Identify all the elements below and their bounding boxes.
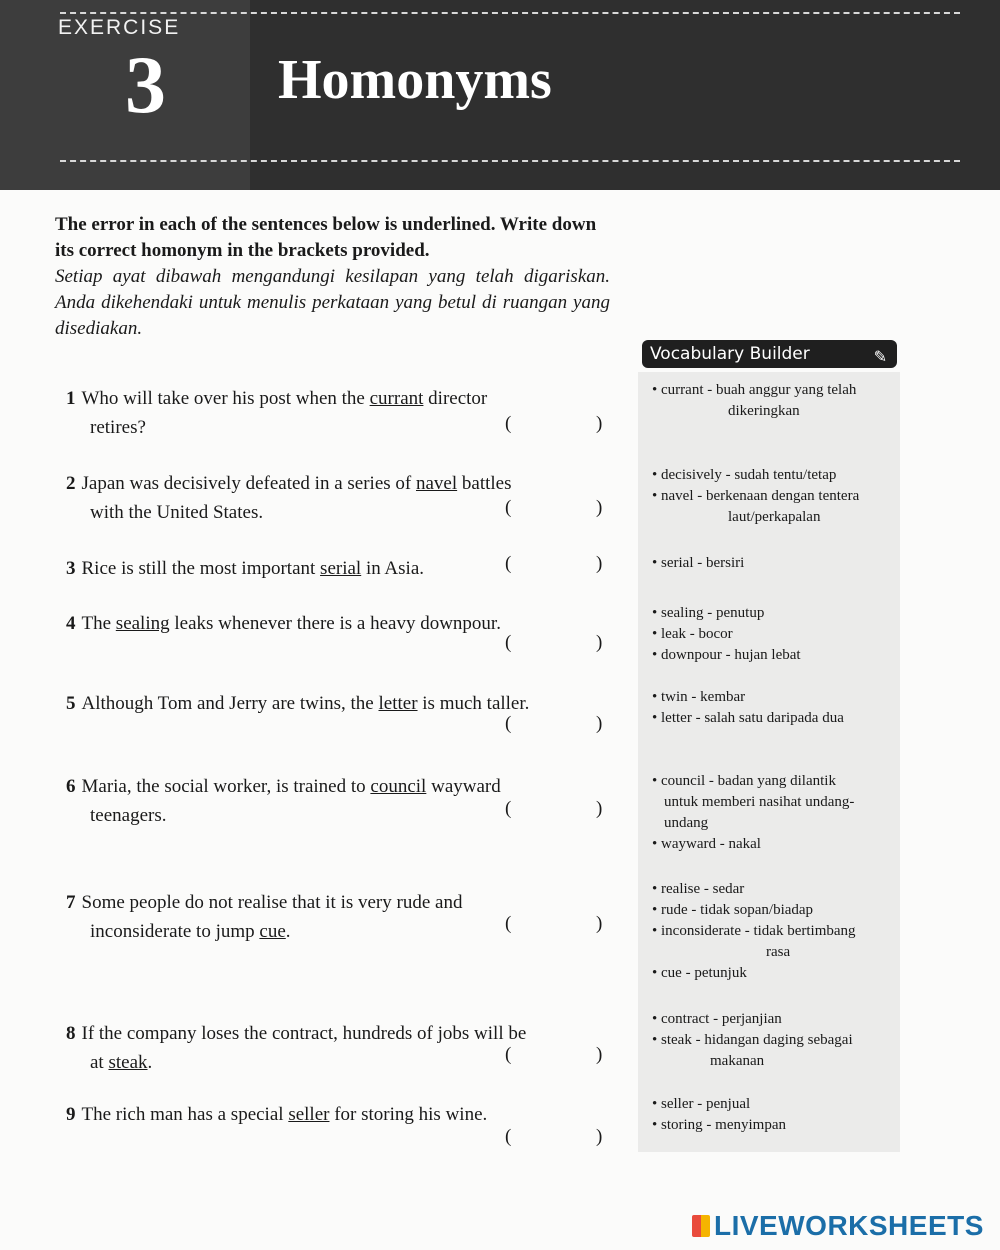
answer-bracket-open[interactable]: ( [505, 713, 512, 734]
question-9: 9 The rich man has a special seller for storing his wine. [66, 1104, 488, 1125]
underlined-error: council [370, 776, 427, 797]
answer-bracket-close: ) [596, 413, 603, 434]
vocabulary-title: Vocabulary Builder [650, 344, 810, 364]
vocab-entry: • letter - salah satu daripada dua [652, 708, 892, 729]
vocab-entry: • navel - berkenaan dengan tentera [652, 486, 892, 507]
vocab-entry: • inconsiderate - tidak bertimbang [652, 921, 892, 942]
question-number: 5 [66, 693, 76, 714]
question-number: 6 [66, 776, 76, 797]
question-number: 4 [66, 613, 76, 634]
vocab-group-7: • realise - sedar • rude - tidak sopan/biadap • inconsiderate - tidak bertimbang rasa • cue - petunjuk [652, 879, 892, 984]
answer-bracket-close: ) [596, 913, 603, 934]
underlined-error: cue [259, 921, 286, 942]
vocab-entry: • twin - kembar [652, 687, 892, 708]
underlined-error: letter [378, 693, 418, 714]
answer-bracket-open[interactable]: ( [505, 1126, 512, 1147]
vocab-entry: • contract - perjanjian [652, 1009, 892, 1030]
bottom-dashed-line [60, 160, 960, 162]
answer-bracket-open[interactable]: ( [505, 553, 512, 574]
vocab-group-9 [652, 1094, 892, 1136]
answer-bracket-open[interactable]: ( [505, 413, 512, 434]
vocab-entry: • sealing - penutup [652, 603, 892, 624]
question-number: 1 [66, 388, 76, 409]
underlined-error: sealing [115, 613, 170, 634]
question-1: 1 Who will take over his post when the currant director retires? [66, 388, 488, 438]
question-number: 3 [66, 558, 76, 579]
vocab-group-6: • council - badan yang dilantik untuk memberi nasihat undang- undang • wayward - nakal [652, 771, 892, 855]
underlined-error: currant [369, 388, 424, 409]
exercise-number: 3 [125, 39, 166, 130]
question-4: 4 The sealing leaks whenever there is a heavy downpour. [66, 613, 501, 634]
exercise-label: EXERCISE [58, 16, 181, 39]
question-number: 9 [66, 1104, 76, 1125]
question-number: 2 [66, 473, 76, 494]
answer-bracket-close: ) [596, 713, 603, 734]
vocab-group-4 [652, 603, 892, 666]
answer-bracket-open[interactable]: ( [505, 913, 512, 934]
answer-bracket-open[interactable]: ( [505, 632, 512, 653]
liveworksheets-logo-icon [692, 1215, 710, 1237]
answer-bracket-open[interactable]: ( [505, 497, 512, 518]
vocab-entry: • leak - bocor [652, 624, 892, 645]
answer-bracket-close: ) [596, 497, 603, 518]
vocab-entry: • rude - tidak sopan/biadap [652, 900, 892, 921]
answer-bracket-close: ) [596, 798, 603, 819]
vocab-group-1: • currant - buah anggur yang telah dikeringkan [652, 380, 892, 422]
answer-bracket-close: ) [596, 1044, 603, 1065]
brand-name: LIVEWORKSHEETS [714, 1210, 984, 1241]
vocab-entry: • downpour - hujan lebat [652, 645, 892, 666]
vocab-entry: • storing - menyimpan [652, 1115, 892, 1136]
question-3: 3 Rice is still the most important serial in Asia. [66, 558, 425, 579]
question-number: 7 [66, 892, 76, 913]
vocab-entry: • cue - petunjuk [652, 963, 892, 984]
vocab-entry: • realise - sedar [652, 879, 892, 900]
instructions-malay: Setiap ayat dibawah mengandungi kesilapan yang telah digariskan. Anda dikehendaki untuk menulis perkataan yang betul di ruangan yang disediakan. [55, 266, 610, 339]
question-number: 8 [66, 1023, 76, 1044]
underlined-error: seller [288, 1104, 330, 1125]
liveworksheets-logo[interactable] [692, 1210, 984, 1242]
pencil-notepad-icon: ✎ [873, 347, 887, 366]
vocab-entry: • wayward - nakal [652, 834, 892, 855]
underlined-error: navel [415, 473, 458, 494]
question-5: 5 Although Tom and Jerry are twins, the letter is much taller. [66, 693, 530, 714]
vocab-entry: • decisively - sudah tentu/tetap [652, 465, 892, 486]
vocab-entry: • steak - hidangan daging sebagai [652, 1030, 892, 1051]
exercise-header [0, 0, 1000, 190]
vocab-group-2: • decisively - sudah tentu/tetap • navel - berkenaan dengan tentera laut/perkapalan [652, 465, 892, 528]
page-title: Homonyms [278, 49, 552, 111]
question-2: 2 Japan was decisively defeated in a series of navel battles with the United States. [66, 473, 512, 523]
vocab-entry: • seller - penjual [652, 1094, 892, 1115]
answer-bracket-close: ) [596, 632, 603, 653]
vocabulary-builder-header [642, 340, 897, 368]
vocab-group-5 [652, 687, 892, 729]
vocab-group-3 [652, 553, 892, 574]
vocab-entry: • currant - buah anggur yang telah [652, 380, 892, 401]
vocab-group-8: • contract - perjanjian • steak - hidangan daging sebagai makanan [652, 1009, 892, 1072]
vocab-entry: • council - badan yang dilantik [652, 771, 892, 792]
instructions [55, 212, 610, 342]
answer-bracket-close: ) [596, 1126, 603, 1147]
question-8: 8 If the company loses the contract, hundreds of jobs will be at steak. [66, 1023, 527, 1073]
underlined-error: serial [320, 558, 362, 579]
answer-bracket-close: ) [596, 553, 603, 574]
answer-bracket-open[interactable]: ( [505, 1044, 512, 1065]
instructions-english: The error in each of the sentences below is underlined. Write down its correct homonym in the brackets provided. [55, 214, 597, 261]
question-7: 7 Some people do not realise that it is very rude and inconsiderate to jump cue. [66, 892, 463, 942]
answer-bracket-open[interactable]: ( [505, 798, 512, 819]
underlined-error: steak [108, 1052, 148, 1073]
top-dashed-line [60, 12, 960, 14]
vocab-entry: • serial - bersiri [652, 553, 892, 574]
question-6: 6 Maria, the social worker, is trained to council wayward teenagers. [66, 776, 501, 826]
